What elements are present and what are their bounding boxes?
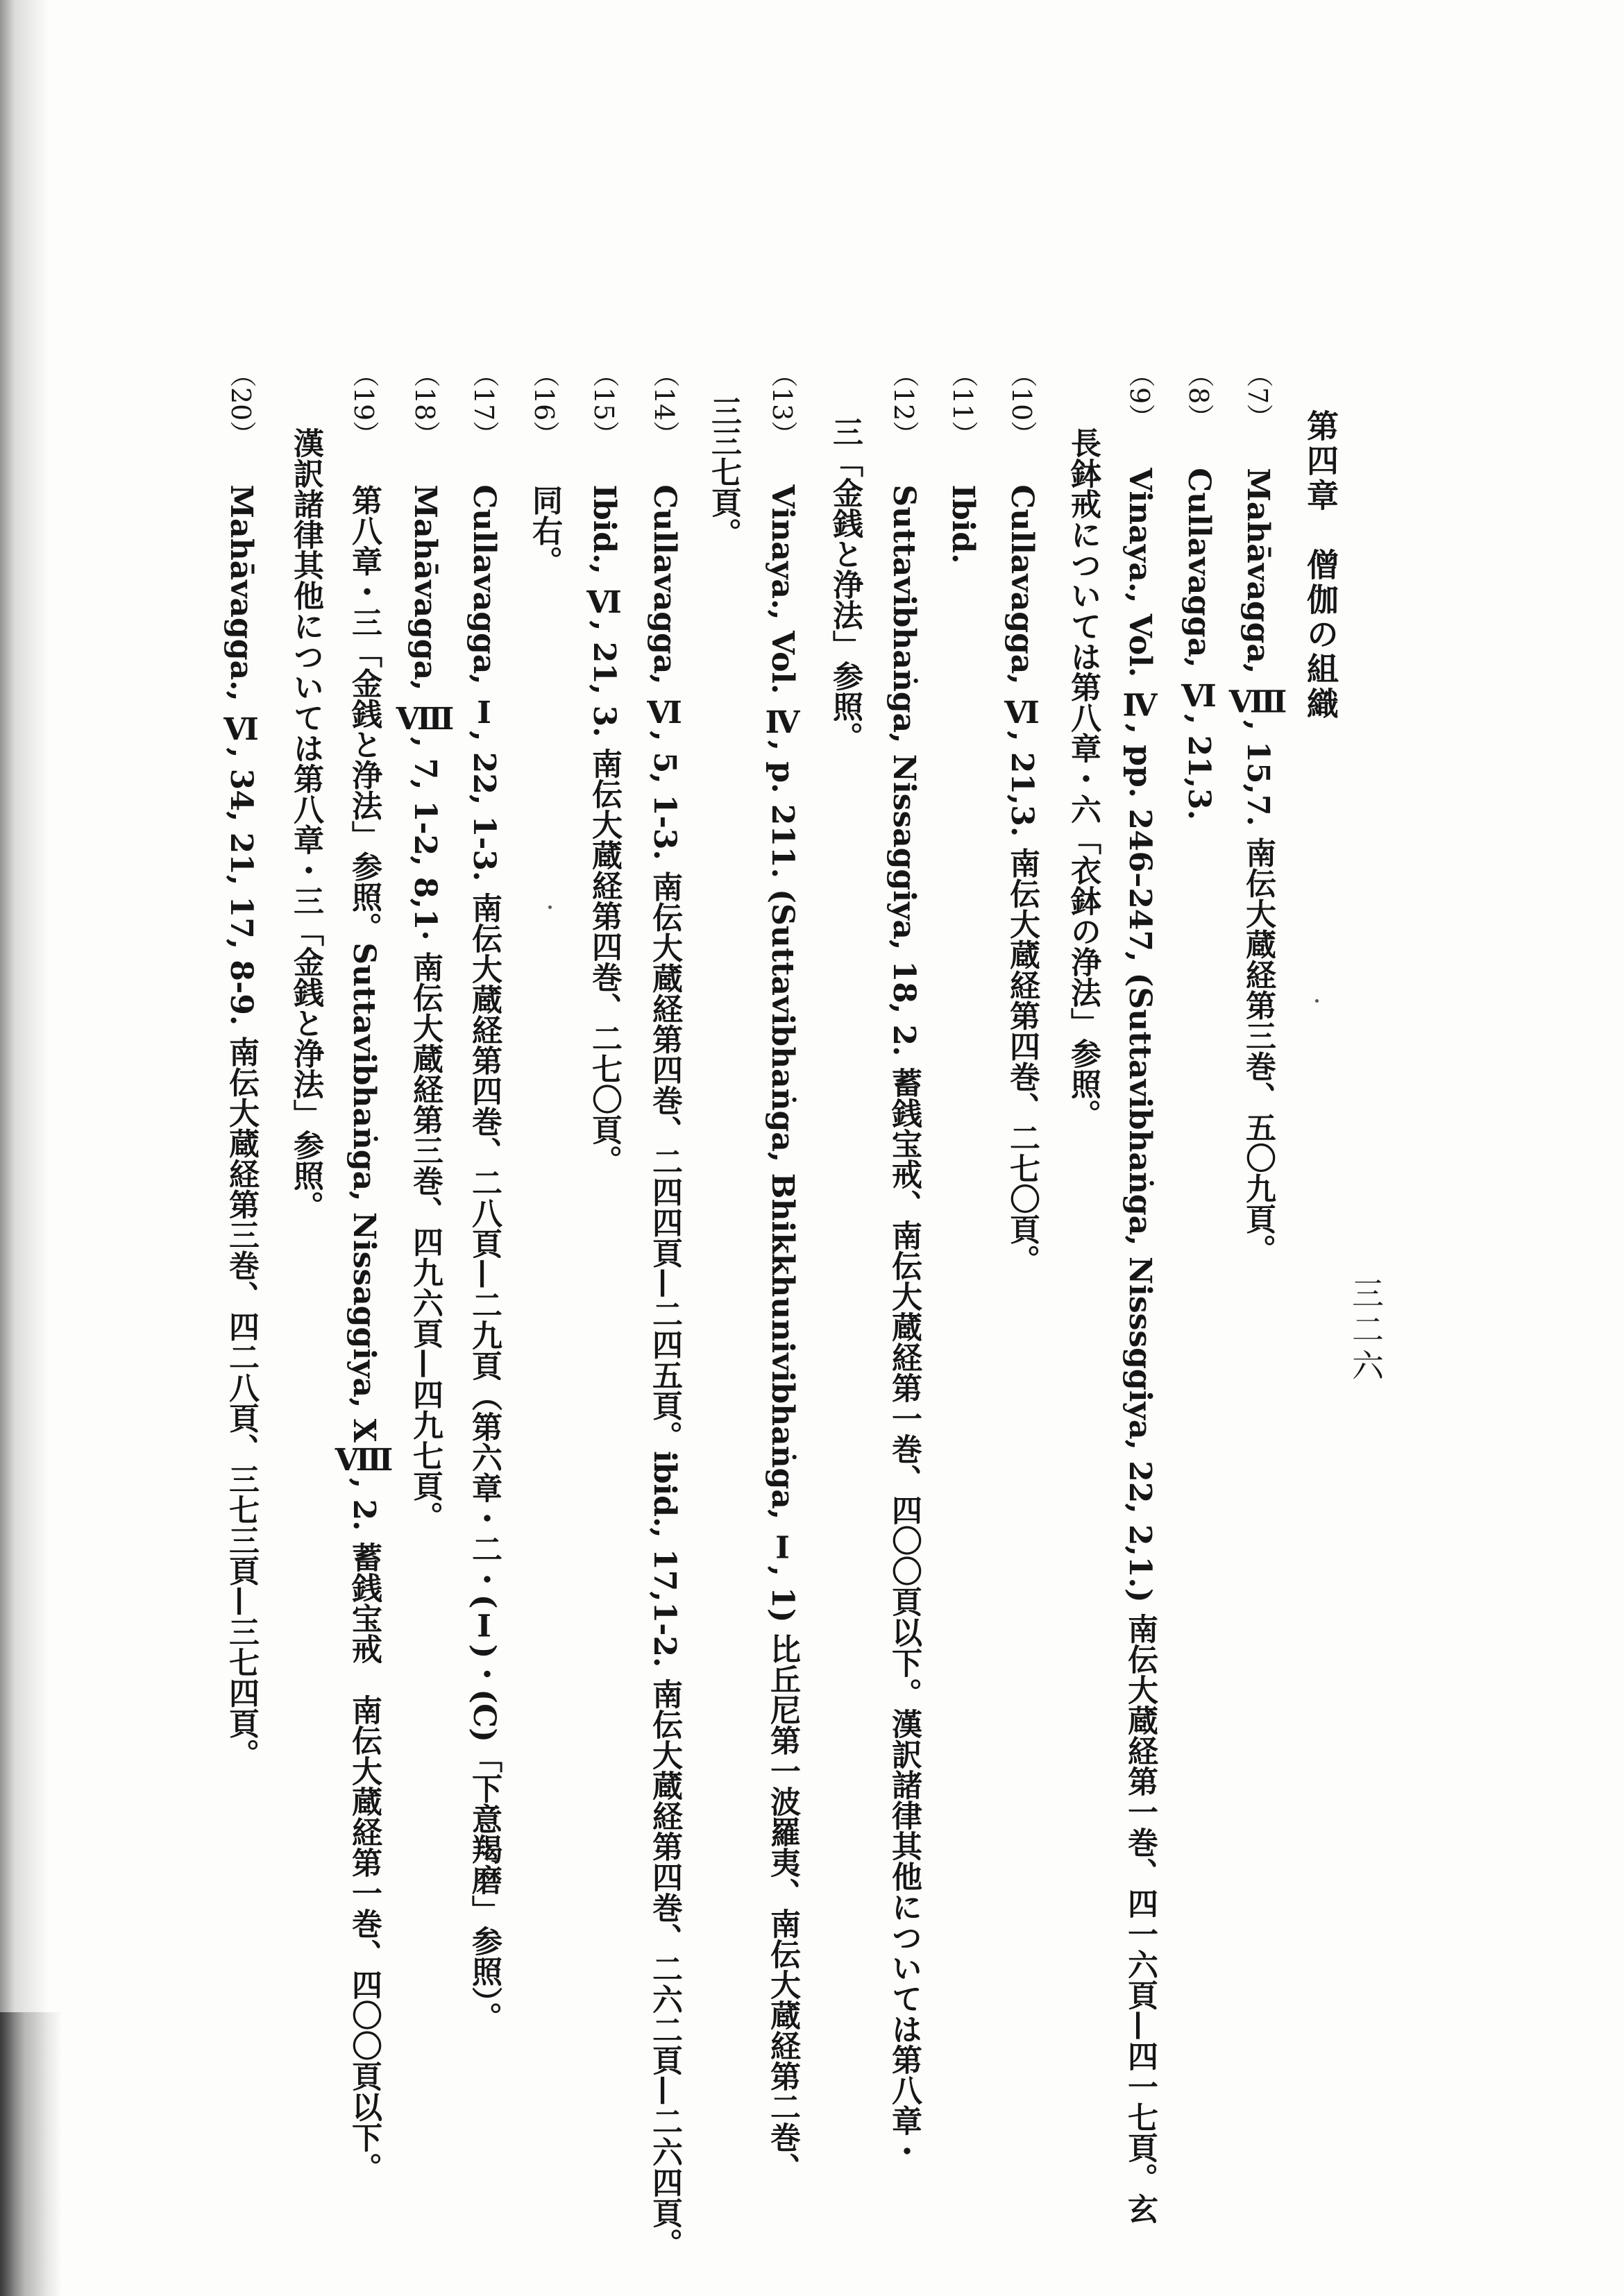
note-text: Cullavagga, Ⅵ, 5, 1-3. 南伝大蔵経第四巻、二四四頁—二四五頁。ibid., 17,1-2. 南伝大蔵経第四巻、二六二頁—二六四頁。	[647, 484, 682, 2259]
note-number: （14）	[649, 361, 679, 448]
note-20	[223, 361, 259, 1769]
note-number: （11）	[947, 361, 978, 448]
note-number: （8）	[1183, 361, 1214, 431]
note-15	[586, 361, 622, 1175]
note-14	[647, 361, 682, 2259]
note-7	[1240, 361, 1276, 1265]
note-number: （15）	[589, 361, 619, 448]
note-13	[765, 361, 800, 2183]
scan-edge-shadow	[0, 0, 49, 2296]
note-19-continuation: 漢訳諸律其他については第八章・三「金銭と浄法」参照。	[288, 427, 323, 1221]
note-text: Suttavibhaṅga, Nissaggiya, 18, 2. 蓄銭宝戒、南伝大蔵経第一巻、四〇〇頁以下。漢訳諸律其他については第八章・	[886, 484, 922, 2166]
note-text: Vinaya., Vol. Ⅳ, p. 211. (Suttavibhaṅga, Bhikkhunivibhaṅga, Ⅰ, 1) 比丘尼第一波羅夷、南伝大蔵経第二巻、	[765, 484, 800, 2183]
note-12-continuation: 三「金銭と浄法」参照。	[827, 416, 863, 752]
note-13-continuation: 三三七頁。	[706, 396, 741, 548]
note-text: Vinaya., Vol. Ⅳ, pp. 246–247, (Suttavibhaṅga, Nisssggiya, 22, 2,1.) 南伝大蔵経第一巻、四一六頁—四一七頁。玄	[1122, 468, 1158, 2224]
note-text: Cullavagga, Ⅰ, 22, 1-3. 南伝大蔵経第四巻、二八頁—二九頁（第六章・二・(Ⅰ)・(C)「下意羯磨」参照）。	[466, 484, 502, 2032]
note-text: Mahāvagga, Ⅷ, 7, 1-2, 8,1· 南伝大蔵経第三巻、四九六頁—四九七頁。	[407, 484, 443, 1532]
note-number: （9）	[1124, 361, 1155, 431]
page-number: 三二六	[1347, 1277, 1385, 1385]
chapter-heading: 第四章 僧伽の組織	[1302, 409, 1339, 722]
note-9-continuation: 長鉢戒については第八章・六「衣鉢の浄法」参照。	[1065, 427, 1101, 1130]
note-text: Ibid., Ⅵ, 21, 3. 南伝大蔵経第四巻、二七〇頁。	[586, 484, 622, 1175]
note-number: （13）	[767, 361, 797, 448]
scan-speck	[548, 905, 552, 909]
note-12	[886, 361, 922, 2166]
note-number: （17）	[468, 361, 499, 448]
note-text: Cullavagga, Ⅵ, 21,3. 南伝大蔵経第四巻、二七〇頁。	[1004, 484, 1040, 1275]
note-19	[346, 361, 382, 2183]
note-number: （18）	[409, 361, 440, 448]
scan-edge-shadow-bottom	[0, 2012, 62, 2296]
note-number: （12）	[888, 361, 919, 448]
note-text: Cullavagga, Ⅵ, 21,3.	[1181, 468, 1217, 821]
note-text: Mahāvagga., Ⅵ, 34, 21, 17, 8-9. 南伝大蔵経第三巻、四二八頁、三七三頁—三七四頁。	[223, 484, 259, 1769]
note-number: （10）	[1006, 361, 1037, 448]
note-8	[1181, 361, 1217, 821]
note-text: 第八章・三「金銭と浄法」参照。Suttavibhaṅga, Nissaggiya, XⅧ, 2. 蓄銭宝戒 南伝大蔵経第一巻、四〇〇頁以下。	[346, 484, 382, 2183]
note-text: Mahāvagga, Ⅷ, 15,7. 南伝大蔵経第三巻、五〇九頁。	[1240, 468, 1276, 1265]
note-9	[1122, 361, 1158, 2224]
note-text: Ibid.	[945, 484, 981, 564]
note-number: （16）	[529, 361, 559, 448]
note-10	[1004, 361, 1040, 1275]
note-number: （20）	[226, 361, 256, 448]
scan-speck	[1315, 999, 1319, 1003]
note-text: 同右。	[527, 484, 562, 577]
note-number: （19）	[348, 361, 379, 448]
note-16	[527, 361, 562, 577]
note-17	[466, 361, 502, 2032]
note-18	[407, 361, 443, 1532]
note-11	[945, 361, 981, 564]
note-number: （7）	[1242, 361, 1273, 431]
